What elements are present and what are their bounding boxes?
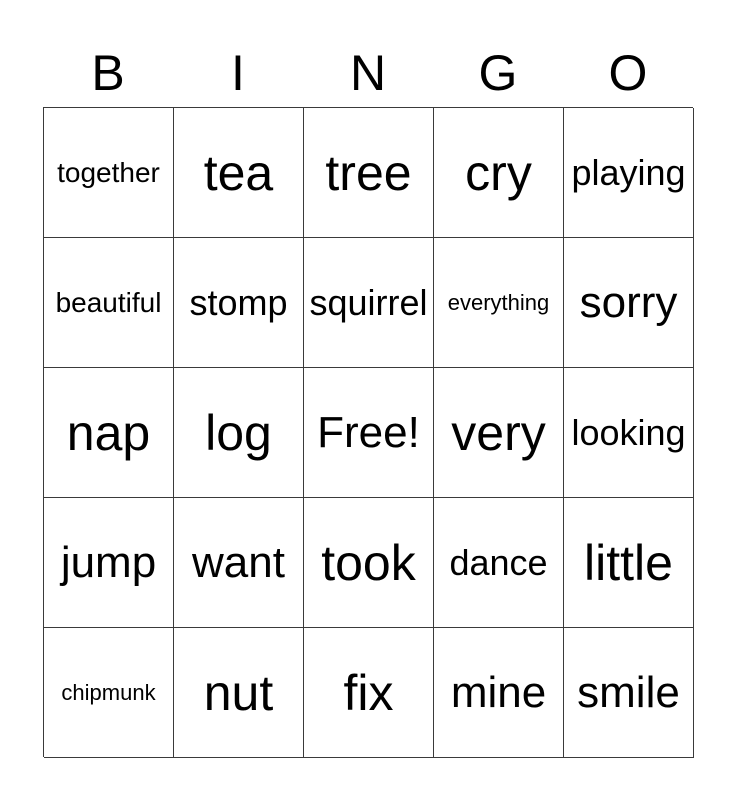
bingo-cell[interactable]: together [44, 108, 174, 238]
bingo-cell[interactable]: everything [434, 238, 564, 368]
header-letter-b: B [91, 45, 125, 101]
bingo-cell[interactable]: playing [564, 108, 694, 238]
bingo-board [43, 107, 693, 757]
bingo-cell[interactable]: took [304, 498, 434, 628]
header-letter-g: G [478, 45, 518, 101]
bingo-cell[interactable]: beautiful [44, 238, 174, 368]
bingo-cell[interactable]: jump [44, 498, 174, 628]
bingo-cell[interactable]: mine [434, 628, 564, 758]
bingo-cell[interactable]: looking [564, 368, 694, 498]
header-letter-o: O [608, 45, 648, 101]
bingo-cell[interactable]: very [434, 368, 564, 498]
header-letter-i: I [231, 45, 245, 101]
free-space-cell[interactable]: Free! [304, 368, 434, 498]
bingo-cell[interactable]: smile [564, 628, 694, 758]
bingo-cell[interactable]: sorry [564, 238, 694, 368]
bingo-cell[interactable]: want [174, 498, 304, 628]
bingo-cell[interactable]: little [564, 498, 694, 628]
bingo-cell[interactable]: chipmunk [44, 628, 174, 758]
bingo-cell[interactable]: fix [304, 628, 434, 758]
bingo-cell[interactable]: nap [44, 368, 174, 498]
bingo-cell[interactable]: tea [174, 108, 304, 238]
bingo-cell[interactable]: stomp [174, 238, 304, 368]
bingo-cell[interactable]: dance [434, 498, 564, 628]
bingo-cell[interactable]: log [174, 368, 304, 498]
bingo-cell[interactable]: nut [174, 628, 304, 758]
bingo-cell[interactable]: squirrel [304, 238, 434, 368]
bingo-cell[interactable]: tree [304, 108, 434, 238]
header-letter-n: N [349, 45, 387, 101]
bingo-header [43, 40, 693, 106]
bingo-cell[interactable]: cry [434, 108, 564, 238]
